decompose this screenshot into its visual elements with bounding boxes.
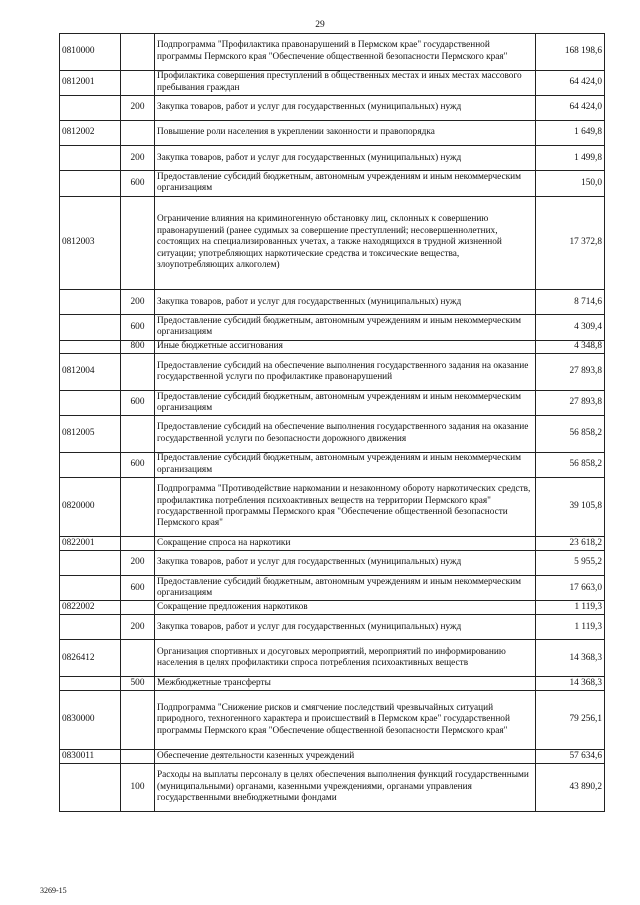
row-amount-cell: 8 714,6 — [536, 290, 605, 315]
row-name-cell: Закупка товаров, работ и услуг для государственных (муниципальных) нужд — [155, 290, 536, 315]
row-expense-type-cell: 600 — [121, 390, 155, 415]
row-name-cell: Предоставление субсидий на обеспечение выполнения государственного задания на оказание государственной услуги по профилактике правонарушений — [155, 354, 536, 391]
row-name-cell: Расходы на выплаты персоналу в целях обеспечения выполнения функций государственными (муниципальными) органами, казенными учреждениями, органами управления государственными внебюджетными фондами — [155, 763, 536, 811]
row-name-cell: Закупка товаров, работ и услуг для государственных (муниципальных) нужд — [155, 95, 536, 120]
row-expense-type-cell: 800 — [121, 340, 155, 354]
table-row — [60, 390, 605, 415]
table-row — [60, 537, 605, 551]
row-amount-cell: 64 424,0 — [536, 95, 605, 120]
row-expense-type-cell: 600 — [121, 452, 155, 477]
row-amount-cell: 1 119,3 — [536, 615, 605, 640]
row-amount-cell: 56 858,2 — [536, 452, 605, 477]
budget-table — [59, 33, 605, 812]
row-code-cell — [60, 551, 121, 576]
row-amount-cell: 14 368,3 — [536, 640, 605, 677]
row-amount-cell: 4 348,8 — [536, 340, 605, 354]
row-code-cell: 0812003 — [60, 196, 121, 290]
row-amount-cell: 39 105,8 — [536, 477, 605, 536]
row-expense-type-cell: 200 — [121, 95, 155, 120]
row-code-cell: 0812004 — [60, 354, 121, 391]
row-code-cell — [60, 315, 121, 340]
table-row — [60, 477, 605, 536]
row-name-cell: Иные бюджетные ассигнования — [155, 340, 536, 354]
row-name-cell: Предоставление субсидий на обеспечение выполнения государственного задания на оказание государственной услуги по безопасности дорожного движения — [155, 416, 536, 453]
row-expense-type-cell: 200 — [121, 146, 155, 171]
row-name-cell: Закупка товаров, работ и услуг для государственных (муниципальных) нужд — [155, 551, 536, 576]
row-code-cell: 0812001 — [60, 70, 121, 95]
document-footer-code: 3269-15 — [40, 886, 67, 895]
table-row — [60, 171, 605, 196]
table-row — [60, 416, 605, 453]
table-row — [60, 146, 605, 171]
row-amount-cell: 1 649,8 — [536, 120, 605, 145]
table-row — [60, 576, 605, 601]
row-expense-type-cell — [121, 477, 155, 536]
row-expense-type-cell — [121, 120, 155, 145]
row-code-cell — [60, 763, 121, 811]
row-amount-cell: 168 198,6 — [536, 34, 605, 71]
row-name-cell: Предоставление субсидий бюджетным, автономным учреждениям и иным некоммерческим организациям — [155, 576, 536, 601]
row-code-cell: 0810000 — [60, 34, 121, 71]
row-expense-type-cell — [121, 354, 155, 391]
row-expense-type-cell — [121, 750, 155, 764]
row-amount-cell: 57 634,6 — [536, 750, 605, 764]
table-row — [60, 677, 605, 691]
row-expense-type-cell — [121, 70, 155, 95]
row-amount-cell: 1 499,8 — [536, 146, 605, 171]
row-amount-cell: 5 955,2 — [536, 551, 605, 576]
row-expense-type-cell: 500 — [121, 677, 155, 691]
row-expense-type-cell: 200 — [121, 615, 155, 640]
row-amount-cell: 23 618,2 — [536, 537, 605, 551]
row-amount-cell: 17 663,0 — [536, 576, 605, 601]
row-code-cell — [60, 390, 121, 415]
row-name-cell: Ограничение влияния на криминогенную обстановку лиц, склонных к совершению правонарушений (ранее судимых за совершение преступлений; несовершеннолетних, состоящих на специализированных учетах, а также находящихся в трудной жизненной ситуации; употребляющих наркотические средства и токсические вещества, злоупотребляющих алкоголем) — [155, 196, 536, 290]
table-row — [60, 95, 605, 120]
row-name-cell: Предоставление субсидий бюджетным, автономным учреждениям и иным некоммерческим организациям — [155, 315, 536, 340]
table-row — [60, 120, 605, 145]
row-amount-cell: 17 372,8 — [536, 196, 605, 290]
row-expense-type-cell — [121, 690, 155, 749]
row-amount-cell: 27 893,8 — [536, 390, 605, 415]
row-code-cell: 0812005 — [60, 416, 121, 453]
row-code-cell — [60, 615, 121, 640]
table-row — [60, 452, 605, 477]
row-name-cell: Подпрограмма "Противодействие наркомании и незаконному обороту наркотических средств, профилактика потребления психоактивных веществ на территории Пермского края" государственной программы Пермского края "Обеспечение общественной безопасности Пермского края" — [155, 477, 536, 536]
row-name-cell: Предоставление субсидий бюджетным, автономным учреждениям и иным некоммерческим организациям — [155, 171, 536, 196]
table-row — [60, 763, 605, 811]
row-name-cell: Профилактика совершения преступлений в общественных местах и иных местах массового пребывания граждан — [155, 70, 536, 95]
table-row — [60, 601, 605, 615]
table-row — [60, 340, 605, 354]
row-amount-cell: 4 309,4 — [536, 315, 605, 340]
row-expense-type-cell — [121, 640, 155, 677]
row-code-cell — [60, 677, 121, 691]
row-code-cell: 0820000 — [60, 477, 121, 536]
row-name-cell: Межбюджетные трансферты — [155, 677, 536, 691]
row-name-cell: Предоставление субсидий бюджетным, автономным учреждениям и иным некоммерческим организациям — [155, 452, 536, 477]
row-expense-type-cell: 200 — [121, 551, 155, 576]
table-row — [60, 750, 605, 764]
row-expense-type-cell: 600 — [121, 576, 155, 601]
row-amount-cell: 1 119,3 — [536, 601, 605, 615]
row-code-cell — [60, 146, 121, 171]
table-row — [60, 690, 605, 749]
row-expense-type-cell — [121, 537, 155, 551]
row-code-cell — [60, 340, 121, 354]
row-code-cell: 0822002 — [60, 601, 121, 615]
row-amount-cell: 79 256,1 — [536, 690, 605, 749]
row-code-cell — [60, 290, 121, 315]
row-expense-type-cell: 600 — [121, 171, 155, 196]
row-name-cell: Подпрограмма "Снижение рисков и смягчение последствий чрезвычайных ситуаций природного, техногенного характера и происшествий в Пермском крае" государственной программы Пермского края "Обеспечение общественной безопасности Пермского края" — [155, 690, 536, 749]
row-name-cell: Повышение роли населения в укреплении законности и правопорядка — [155, 120, 536, 145]
row-amount-cell: 43 890,2 — [536, 763, 605, 811]
row-expense-type-cell: 600 — [121, 315, 155, 340]
row-code-cell: 0830000 — [60, 690, 121, 749]
row-expense-type-cell: 200 — [121, 290, 155, 315]
table-row — [60, 315, 605, 340]
row-expense-type-cell — [121, 34, 155, 71]
row-name-cell: Подпрограмма "Профилактика правонарушений в Пермском крае" государственной программы Пермского края "Обеспечение общественной безопасности Пермского края" — [155, 34, 536, 71]
row-expense-type-cell: 100 — [121, 763, 155, 811]
row-code-cell — [60, 95, 121, 120]
row-expense-type-cell — [121, 196, 155, 290]
table-row — [60, 354, 605, 391]
row-code-cell: 0830011 — [60, 750, 121, 764]
row-amount-cell: 56 858,2 — [536, 416, 605, 453]
table-row — [60, 70, 605, 95]
row-expense-type-cell — [121, 416, 155, 453]
row-name-cell: Сокращение спроса на наркотики — [155, 537, 536, 551]
row-code-cell: 0812002 — [60, 120, 121, 145]
row-code-cell: 0826412 — [60, 640, 121, 677]
row-amount-cell: 14 368,3 — [536, 677, 605, 691]
row-name-cell: Закупка товаров, работ и услуг для государственных (муниципальных) нужд — [155, 615, 536, 640]
row-code-cell — [60, 452, 121, 477]
row-name-cell: Сокращение предложения наркотиков — [155, 601, 536, 615]
row-amount-cell: 150,0 — [536, 171, 605, 196]
table-row — [60, 196, 605, 290]
row-amount-cell: 27 893,8 — [536, 354, 605, 391]
table-row — [60, 615, 605, 640]
row-code-cell: 0822001 — [60, 537, 121, 551]
table-row — [60, 551, 605, 576]
table-row — [60, 290, 605, 315]
table-row — [60, 640, 605, 677]
row-code-cell — [60, 576, 121, 601]
table-row — [60, 34, 605, 71]
page-number: 29 — [315, 20, 325, 30]
row-name-cell: Закупка товаров, работ и услуг для государственных (муниципальных) нужд — [155, 146, 536, 171]
row-code-cell — [60, 171, 121, 196]
row-name-cell: Предоставление субсидий бюджетным, автономным учреждениям и иным некоммерческим организациям — [155, 390, 536, 415]
budget-table-body — [60, 34, 605, 812]
row-name-cell: Обеспечение деятельности казенных учреждений — [155, 750, 536, 764]
row-amount-cell: 64 424,0 — [536, 70, 605, 95]
row-name-cell: Организация спортивных и досуговых мероприятий, мероприятий по информированию населения в целях профилактики спроса потребления психоактивных веществ — [155, 640, 536, 677]
row-expense-type-cell — [121, 601, 155, 615]
